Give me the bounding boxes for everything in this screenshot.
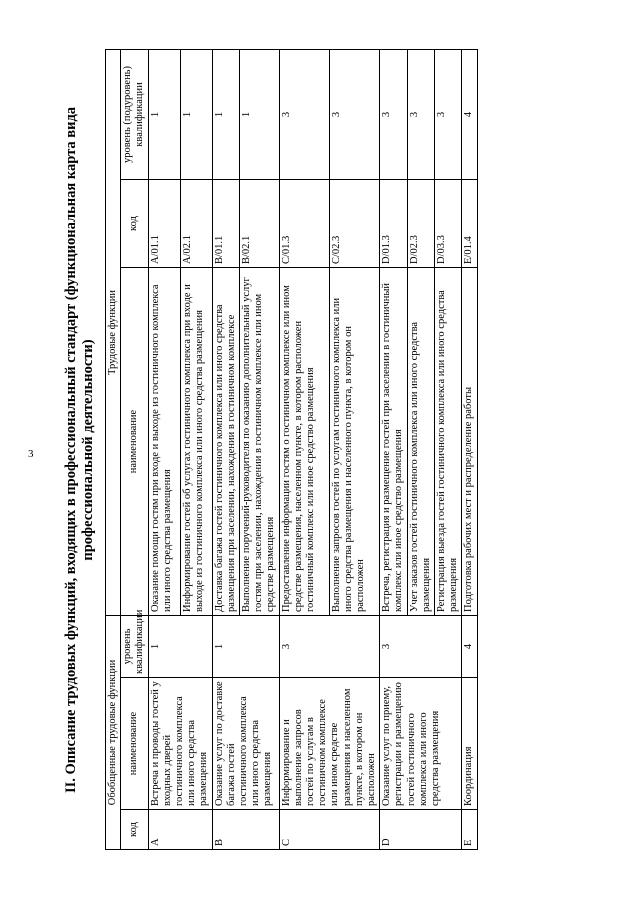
function-name-cell: Оказание помощи гостям при входе и выходе из гостиничного комплекса или иного средства размещения — [148, 268, 180, 616]
function-code-cell: C/01.3 — [279, 180, 329, 268]
table-row — [279, 49, 329, 849]
col-name-header: наименование — [121, 678, 148, 810]
table-row — [380, 49, 407, 849]
group-name-cell: Координация — [462, 678, 477, 810]
table-row — [462, 49, 477, 849]
table-body — [148, 49, 477, 849]
function-code-cell: D/02.3 — [407, 180, 434, 268]
col-code-header: код — [121, 810, 148, 850]
function-code-cell: B/01.1 — [212, 180, 239, 268]
function-level-cell: 3 — [435, 49, 462, 179]
function-level-cell: 3 — [407, 49, 434, 179]
group-level-cell: 4 — [462, 616, 477, 678]
document-title: II. Описание трудовых функций, входящих в профессиональный стандарт (функциональная карта вида профессиональной деятельности) — [63, 106, 96, 794]
function-code-cell: C/02.3 — [329, 180, 379, 268]
function-level-cell: 1 — [180, 49, 212, 179]
function-level-cell: 3 — [279, 49, 329, 179]
col-function-code-header: код — [121, 180, 148, 268]
group-code-cell: E — [462, 810, 477, 850]
group-code-cell: B — [212, 810, 279, 850]
function-name-cell: Встреча, регистрация и размещение гостей при заселении в гостиничный комплекс или иное средство размещения — [380, 268, 407, 616]
group-level-cell: 1 — [148, 616, 212, 678]
group-code-cell: D — [380, 810, 462, 850]
function-code-cell: A/01.1 — [148, 180, 180, 268]
function-code-cell: B/02.1 — [240, 180, 280, 268]
function-level-cell: 1 — [240, 49, 280, 179]
function-code-cell: E/01.4 — [462, 180, 477, 268]
page-number: 3 — [28, 448, 34, 460]
function-name-cell: Выполнение запросов гостей по услугам гостиничного комплекса или иного средства размещения и населенного пункта, в котором он расположен — [329, 268, 379, 616]
function-name-cell: Доставка багажа гостей гостиничного комплекса или иного средства размещения при заселении, нахождении в гостиничном комплексе — [212, 268, 239, 616]
function-level-cell: 1 — [212, 49, 239, 179]
function-code-cell: D/03.3 — [435, 180, 462, 268]
table-row — [212, 49, 239, 849]
function-name-cell: Предоставление информации гостям о гостиничном комплексе или ином средстве размещения, населенном пункте, в котором расположен гостиничный комплекс или иное средство размещения — [279, 268, 329, 616]
function-level-cell: 4 — [462, 49, 477, 179]
function-name-cell: Подготовка рабочих мест и распределение работы — [462, 268, 477, 616]
group-level-cell: 3 — [279, 616, 380, 678]
generalized-functions-header: Обобщенные трудовые функции — [106, 616, 121, 850]
function-name-cell: Учет заказов гостей гостиничного комплекса или иного средства размещения — [407, 268, 434, 616]
group-code-cell: C — [279, 810, 380, 850]
group-level-cell: 3 — [380, 616, 462, 678]
labor-functions-header: Трудовые функции — [106, 49, 121, 615]
group-code-cell: A — [148, 810, 212, 850]
function-level-cell: 1 — [148, 49, 180, 179]
function-level-cell: 3 — [329, 49, 379, 179]
group-name-cell: Оказание услуг по доставке багажа гостей гостиничного комплекса или иного средства размещения — [212, 678, 279, 810]
function-code-cell: D/01.3 — [380, 180, 407, 268]
table-row — [148, 49, 180, 849]
function-name-cell: Регистрация выезда гостей гостиничного комплекса или иного средства размещения — [435, 268, 462, 616]
group-name-cell: Оказание услуг по приему, регистрации и размещению гостей гостиничного комплекса или иного средства размещения — [380, 678, 462, 810]
group-name-cell: Информирование и выполнение запросов гостей по услугам в гостиничном комплексе или ином средстве размещения и населенном пункте, в котором он расположен — [279, 678, 380, 810]
function-name-cell: Информирование гостей об услугах гостиничного комплекса при входе и выходе из гостиничного комплекса или иного средства размещения — [180, 268, 212, 616]
col-level-header: уровень квалификации — [121, 616, 148, 678]
col-function-level-header: уровень (подуровень) квалификации — [121, 49, 148, 179]
col-function-name-header: наименование — [121, 268, 148, 616]
functional-map-table — [105, 49, 478, 850]
function-name-cell: Выполнение поручений-руководителя по оказанию дополнительный услуг гостям при заселении, нахождении в гостиничном комплексе или ином средстве размещения — [240, 268, 280, 616]
function-code-cell: A/02.1 — [180, 180, 212, 268]
group-level-cell: 1 — [212, 616, 279, 678]
group-name-cell: Встреча и проводы гостей у входных дверей гостиничного комплекса или иного средства размещения — [148, 678, 212, 810]
function-level-cell: 3 — [380, 49, 407, 179]
rotated-page-content — [63, 50, 608, 850]
